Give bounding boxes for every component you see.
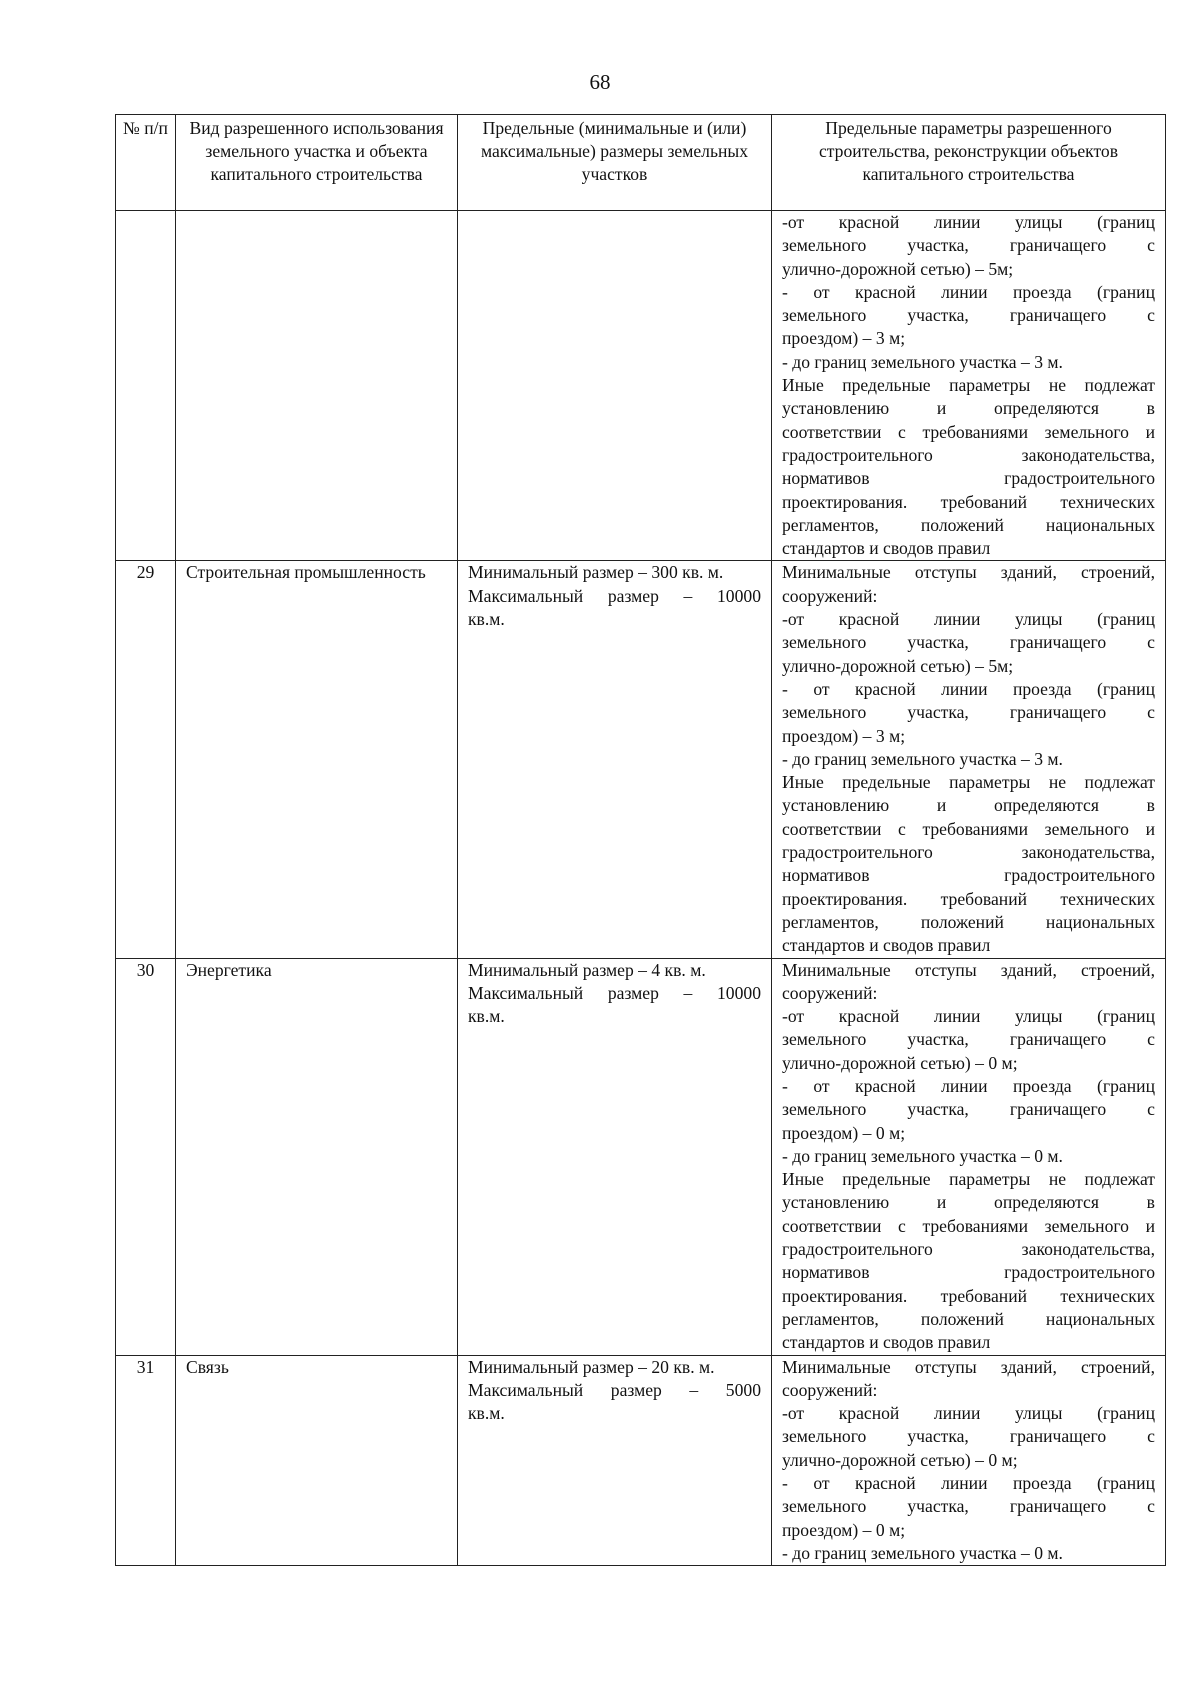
row-construction-params (772, 958, 1166, 1355)
page-number: 68 (589, 70, 611, 94)
text-line: регламентов, положений национальных (782, 514, 1155, 535)
text-line: - до границ земельного участка – 0 м. (782, 1145, 1063, 1166)
text-line: -от красной линии улицы (границ (782, 212, 1155, 232)
text-line: -от красной линии улицы (границ (782, 1006, 1155, 1027)
text-line: нормативов градостроительного (782, 468, 1155, 489)
text-line: земельного участка, граничащего с (782, 632, 1155, 653)
text-line: улично-дорожной сетью) – 5м; (782, 655, 1014, 676)
text-line: - до границ земельного участка – 3 м. (782, 748, 1063, 769)
table-row (116, 561, 1166, 958)
table-row (116, 211, 1166, 561)
text-line: Минимальный размер – 300 кв. м. (468, 562, 724, 583)
header-use-kind: Вид разрешенного использования земельного участка и объекта капитального строительства (176, 115, 458, 211)
text-line: соответствии с требованиями земельного и (782, 1215, 1155, 1236)
row-construction-params (772, 211, 1166, 561)
row-construction-params (772, 1355, 1166, 1566)
text-line: сооружений: (782, 585, 878, 606)
text-line: Минимальные отступы зданий, строений, (782, 959, 1155, 980)
text-line: градостроительного законодательства, (782, 1239, 1155, 1260)
text-line: Иные предельные параметры не подлежат (782, 772, 1155, 793)
row-plot-size (458, 1355, 772, 1566)
text-line: -от красной линии улицы (границ (782, 1403, 1155, 1424)
text-line: соответствии с требованиями земельного и (782, 421, 1155, 442)
text-line: установлению и определяются в (782, 795, 1155, 816)
row-number: 30 (116, 958, 176, 1355)
text-line: - от красной линии проезда (границ (782, 678, 1155, 699)
text-line: - от красной линии проезда (границ (782, 281, 1155, 302)
text-line: Максимальный размер – 10000 (468, 982, 761, 1003)
text-line: проектирования. требований технических (782, 1285, 1155, 1306)
row-use-kind: Энергетика (176, 958, 458, 1355)
text-line: Минимальный размер – 20 кв. м. (468, 1356, 715, 1377)
text-line: регламентов, положений национальных (782, 911, 1155, 932)
text-line: установлению и определяются в (782, 1192, 1155, 1213)
text-line: проектирования. требований технических (782, 491, 1155, 512)
text-line: Минимальные отступы зданий, строений, (782, 1356, 1155, 1377)
text-line: сооружений: (782, 982, 878, 1003)
text-line: стандартов и сводов правил (782, 538, 991, 559)
text-line: Минимальный размер – 4 кв. м. (468, 959, 706, 980)
row-number: 29 (116, 561, 176, 958)
text-line: земельного участка, граничащего с (782, 1099, 1155, 1120)
text-line: кв.м. (468, 1006, 505, 1027)
header-plot-size: Предельные (минимальные и (или) максимальные) размеры земельных участков (458, 115, 772, 211)
text-line: стандартов и сводов правил (782, 935, 991, 956)
row-plot-size (458, 561, 772, 958)
text-line: земельного участка, граничащего с (782, 1426, 1155, 1447)
text-line: улично-дорожной сетью) – 0 м; (782, 1449, 1018, 1470)
text-line: стандартов и сводов правил (782, 1332, 991, 1353)
text-line: земельного участка, граничащего с (782, 235, 1155, 256)
text-line: земельного участка, граничащего с (782, 1496, 1155, 1517)
text-line: соответствии с требованиями земельного и (782, 818, 1155, 839)
table-row (116, 958, 1166, 1355)
row-plot-size (458, 211, 772, 561)
text-line: Максимальный размер – 10000 (468, 585, 761, 606)
text-line: - до границ земельного участка – 3 м. (782, 351, 1063, 372)
text-line: градостроительного законодательства, (782, 842, 1155, 863)
text-line: кв.м. (468, 1403, 505, 1424)
text-line: Максимальный размер – 5000 (468, 1379, 761, 1400)
row-use-kind: Связь (176, 1355, 458, 1566)
row-number (116, 211, 176, 561)
text-line: земельного участка, граничащего с (782, 702, 1155, 723)
text-line: нормативов градостроительного (782, 865, 1155, 886)
text-line: проектирования. требований технических (782, 888, 1155, 909)
text-line: проездом) – 3 м; (782, 328, 906, 349)
row-plot-size (458, 958, 772, 1355)
text-line: Иные предельные параметры не подлежат (782, 375, 1155, 396)
table-body (116, 211, 1166, 1566)
text-line: улично-дорожной сетью) – 5м; (782, 258, 1014, 279)
text-line: проездом) – 3 м; (782, 725, 906, 746)
text-line: земельного участка, граничащего с (782, 1029, 1155, 1050)
table-header-row (116, 115, 1166, 211)
text-line: установлению и определяются в (782, 398, 1155, 419)
row-number: 31 (116, 1355, 176, 1566)
text-line: проездом) – 0 м; (782, 1519, 906, 1540)
text-line: - от красной линии проезда (границ (782, 1473, 1155, 1494)
text-line: Иные предельные параметры не подлежат (782, 1169, 1155, 1190)
row-use-kind (176, 211, 458, 561)
land-use-table (115, 114, 1166, 1566)
text-line: проездом) – 0 м; (782, 1122, 906, 1143)
header-number: № п/п (116, 115, 176, 211)
text-line: кв.м. (468, 609, 505, 630)
text-line: - от красной линии проезда (границ (782, 1075, 1155, 1096)
text-line: сооружений: (782, 1379, 878, 1400)
text-line: Минимальные отступы зданий, строений, (782, 562, 1155, 583)
text-line: градостроительного законодательства, (782, 444, 1155, 465)
text-line: нормативов градостроительного (782, 1262, 1155, 1283)
text-line: улично-дорожной сетью) – 0 м; (782, 1052, 1018, 1073)
text-line: -от красной линии улицы (границ (782, 609, 1155, 630)
header-construction-params: Предельные параметры разрешенного строительства, реконструкции объектов капитального строительства (772, 115, 1166, 211)
text-line: регламентов, положений национальных (782, 1308, 1155, 1329)
text-line: земельного участка, граничащего с (782, 305, 1155, 326)
row-use-kind: Строительная промышленность (176, 561, 458, 958)
text-line: - до границ земельного участка – 0 м. (782, 1542, 1063, 1563)
table-row (116, 1355, 1166, 1566)
row-construction-params (772, 561, 1166, 958)
